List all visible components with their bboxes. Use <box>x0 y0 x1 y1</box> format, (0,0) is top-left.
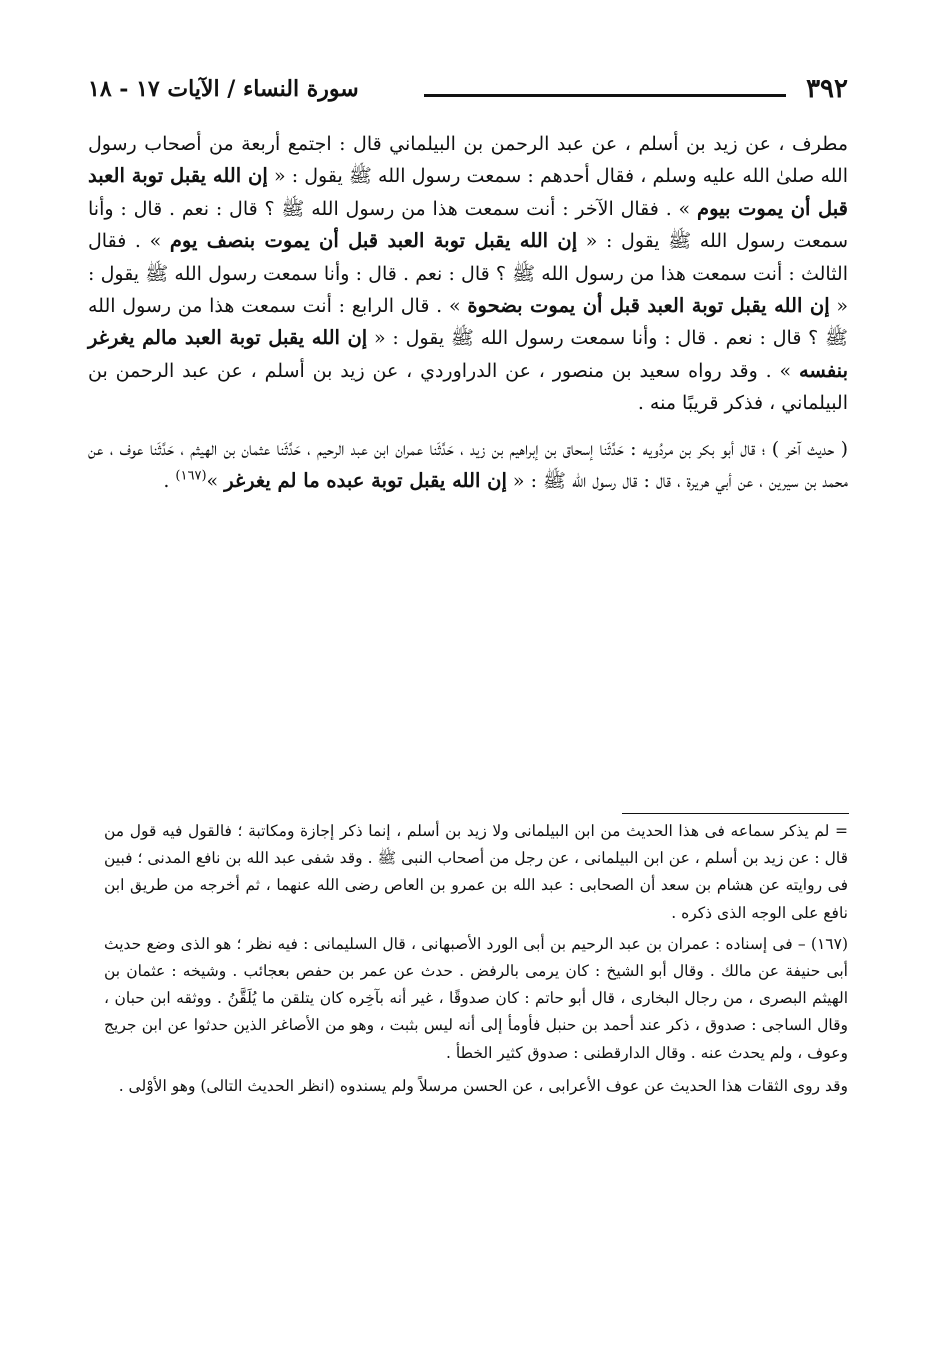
footnotes <box>104 818 848 1100</box>
header-rule <box>424 94 786 97</box>
page-header <box>88 70 848 114</box>
text-run: » . قال الرابع : أنت سمعت هذا من رسول الله ﷺ ؟ قال : نعم . قال : وأنا سمعت رسول الله ﷺ يقول : « <box>88 295 848 350</box>
hadith-quote: إن الله يقبل توبة العبد قبل أن يموت بضحوة <box>467 294 830 318</box>
text-run: ( حديث آخر ) ؛ قال أبو بكر بن مردُويه : حَدَّثَنا إسحاق بن إبراهيم بن زيد ، حَدَّثَنا عمران ابن عبد الرحيم ، حَدَّثَنا عثمان بن الهيثم ، حَدَّثَنا عوف ، عن محمد بن سيرين ، عن أبي هريرة ، قال : قال رسول الله ﷺ : « <box>88 437 848 493</box>
hadith-quote: إن الله يقبل توبة العبد مالم يغرغر بنفسه <box>88 326 848 382</box>
hadith-quote: إن الله يقبل توبة العبد قبل أن يموت بيوم <box>88 164 848 220</box>
text-run: » . وقد رواه سعيد بن منصور ، عن الدراوردي ، عن زيد بن أسلم ، عن عبد الرحمن بن البيلماني ، فذكر قريبًا منه . <box>88 359 848 415</box>
text-run: مطرف ، عن زيد بن أسلم ، عن عبد الرحمن بن البيلماني قال : اجتمع أربعة من أصحاب رسول الله صلىٰ الله عليه وسلم ، فقال أحدهم : سمعت رسول الله ﷺ يقول : « <box>88 133 848 188</box>
footnote-continuation: = لم يذكر سماعه فى هذا الحديث من ابن البيلمانى ولا زيد بن أسلم ، إنما ذكر إجازة ومكاتبة ؛ فالقول فيه قول من قال : عن زيد بن أسلم ، عن ابن البيلمانى ، عن رجل من أصحاب النبى ﷺ . وقد شفى عبد الله بن نافع المدنى ؛ فبين فى روايته عن هشام بن سعد أن الصحابى : عبد الله بن عمرو بن العاص رضى الله عنهما ، ثم أخرجه من طريق ابن نافع على الوجه الذى ذكره . <box>104 822 848 922</box>
footnote-note: وقد روى الثقات هذا الحديث عن عوف الأعرابى ، عن الحسن مرسلاً ولم يسندوه (انظر الحديث التالى) وهو الأوْلى . <box>118 1076 848 1095</box>
footnote-separator <box>622 813 849 814</box>
hadith-quote: إن الله يقبل توبة عبده ما لم يغرغر <box>224 469 507 493</box>
main-text <box>88 128 848 497</box>
text-run: . <box>163 470 176 493</box>
hadith-paragraph-2 <box>88 433 848 498</box>
footnote-167: (١٦٧) – فى إسناده : عمران بن عبد الرحيم بن أبى الورد الأصبهانى ، قال السليمانى : فيه نظر ؛ هو الذى وضع حديث أبى حنيفة عن مالك . وقال أبو الشيخ : كان يرمى بالرفض . حدث عن عمر بن حفص بعجائب . وشيخه : عثمان بن الهيثم البصرى ، من رجال البخارى ، قال أبو حاتم : كان صدوقًا ، غير أنه بآخِره كان يتلقن ما يُلَقَّنُ . ووثقه ابن حبان ، وقال الساجى : صدوق ، ذكر عند أحمد بن حنبل فأومأ إلى أنه ليس بثبت ، وهو من الأصاغر الذين حدثوا عن ابن جريج وعوف ، ولم يحدث عنه . وقال الدارقطنى : صدوق كثير الخطأ . <box>104 934 848 1062</box>
hadith-paragraph-1 <box>88 128 848 420</box>
text-run: » . فقال الثالث : أنت سمعت هذا من رسول الله ﷺ ؟ قال : نعم . قال : وأنا سمعت رسول الله ﷺ يقول : « <box>88 230 848 318</box>
running-title: سورة النساء / الآيات ١٧ - ١٨ <box>88 76 359 102</box>
text-run: » <box>206 470 225 493</box>
footnote-marker: (١٦٧) <box>175 468 207 484</box>
hadith-quote: إن الله يقبل توبة العبد قبل أن يموت بنصف يوم <box>169 229 578 253</box>
page-number: ٣٩٢ <box>806 74 848 104</box>
text-run: » . فقال الآخر : أنت سمعت هذا من رسول الله ﷺ ؟ قال : نعم . قال : وأنا سمعت رسول الله ﷺ يقول : « <box>88 197 848 253</box>
